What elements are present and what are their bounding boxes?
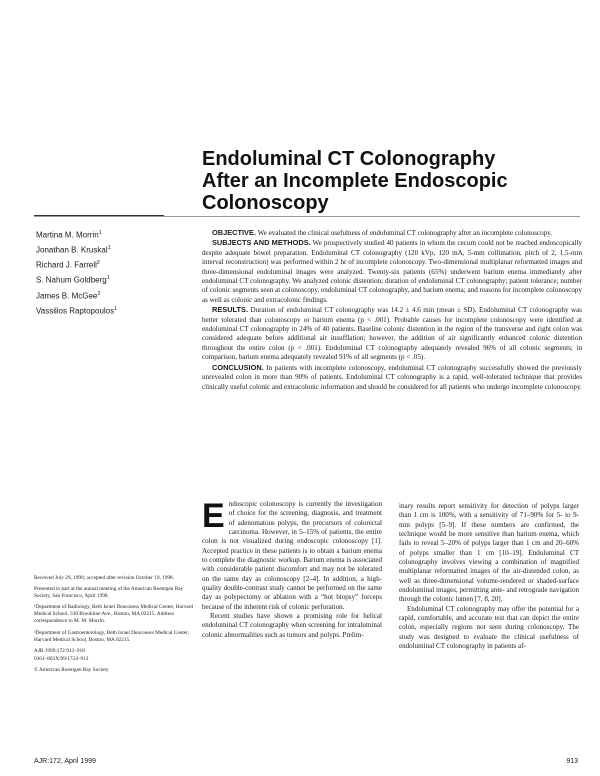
page-number: 913: [566, 758, 578, 765]
affiliation-note: ²Department of Gastroenterology, Beth Israel Deaconess Medical Center, Harvard Medical School, Boston, MA 02215.: [34, 629, 190, 643]
body-paragraph: Endoluminal CT colonography may offer the potential for a rapid, comfortable, and accurate test that can depict the entire colon, especially regions not seen during colonoscopy. The study was designed to evaluate the clinical usefulness of endoluminal CT colonography in patients af-: [399, 604, 579, 651]
issn-note: 0361–803X/99/1724–913: [34, 655, 89, 662]
title-line: Colonoscopy: [202, 192, 329, 214]
affiliation-note: ¹Department of Radiology, Beth Israel Deaconess Medical Center, Harvard Medical School, 330 Brookline Ave., Boston, MA 02215. Address correspondence to M. M. Morrin.: [34, 604, 193, 625]
author: S. Nahum Goldberg$^1$: [36, 275, 110, 286]
author: Jonathan B. Kruskal$^1$: [36, 245, 111, 255]
article-title: [202, 148, 582, 214]
abstract-objective: OBJECTIVE. We evaluated the clinical usefulness of endoluminal CT colonography after an incomplete colonoscopy.: [212, 228, 553, 237]
abstract-methods: SUBJECTS AND METHODS. We prospectively studied 40 patients in whom the cecum could not be reached endoscopically despite adequate bowel preparation. Endoluminal CT colonography (120 kVp, 120 mA, 5-mm collimation, pitch of 2, 1.5-mm interval reconstruction) was performed within 2 hr of incomplete colonoscopy. Two-dimensional multiplanar reformatted images and three-dimensional endoluminal images were analyzed. Twenty-six patients (65%) underwent barium enema immediately after endoluminal CT colonography. We analyzed colonic distention; duration of endoluminal CT colonography; patient tolerance; number of colonic segments seen at colonoscopy, endoluminal CT colonography, and barium enema; and reasons for incomplete colonoscopy as well as colonic and extracolonic findings.: [202, 238, 583, 304]
body-column-2: [399, 502, 579, 652]
article-sidenotes: [34, 575, 194, 678]
author: Richard J. Farrell$^2$: [36, 260, 100, 270]
body-column-1: [202, 497, 382, 640]
title-line: Endoluminal CT Colonography: [202, 148, 496, 170]
copyright-note: © American Roentgen Ray Society: [34, 666, 109, 673]
presented-note: Presented in part at the annual meeting of the American Roentgen Ray Society, San Francisco, April 1998.: [34, 586, 184, 600]
body-paragraph: Endoscopic colonoscopy is currently the investigation of choice for the screening, diagnosis, and treatment of adenomatous polyps, the precursors of colorectal carcinoma. However, in 5–15% of patients, the entire colon is not visualized during endoscopic colonoscopy [1]. Accepted practice in these patients is to obtain a barium enema to complete the diagnostic workup. Barium enema is associated with considerable patient discomfort and may not be tolerated on the same day as colonoscopy [2–4]. In addition, a high-quality double-contrast study cannot be performed on the same day as polypectomy or ablation with a “hot biopsy” forceps because of the inherent risk of colonic perforation.: [202, 497, 382, 611]
citation-note: AJR 1999;172:913–918: [34, 647, 85, 654]
abstract-conclusion: CONCLUSION. In patients with incomplete colonoscopy, endoluminal CT colonography successfully showed the previously unrevealed colon in more than 90% of patients. Endoluminal CT colonography is a rapid, well-tolerated technique that provides clinically useful colonic and extracolonic information and should be considered for all patients who undergo incomplete colonoscopy.: [202, 362, 582, 391]
title-line: After an Incomplete Endoscopic: [202, 170, 508, 192]
author: James B. McGee$^2$: [36, 290, 101, 301]
author-list: [36, 227, 196, 318]
author: Martina M. Morrin$^1$: [36, 230, 102, 240]
body-paragraph: inary results report sensitivity for detection of polyps larger than 1 cm is 100%, with a sensitivity of 71–90% for 5- to 9-mm polyps [5–9]. If these numbers are confirmed, the technique would be more sensitive than barium enema, which fails to reveal 5–20% of polyps larger than 1 cm and 20–60% of polyps smaller than 1 cm [10–19]. Endoluminal CT colonography involves viewing a combination of magnified multiplanar reformatted images of the air-distended colon, as well as three-dimensional volume-rendered or shaded-surface endoluminal images, permitting ante- and retrograde navigation through the colonic lumen [7, 8, 20].: [399, 502, 579, 604]
author: Vassilios Raptopoulos$^1$: [36, 305, 118, 316]
header-rule: [34, 216, 580, 217]
journal-footer: AJR:172, April 1999: [34, 758, 96, 765]
abstract: [202, 228, 582, 392]
received-note: Received July 29, 1998; accepted after revision October 19, 1998.: [34, 575, 175, 581]
abstract-results: RESULTS. Duration of endoluminal CT colonography was 14.2 ± 4.6 min (mean ± SD). Endoluminal CT colonography was better tolerated than colonoscopy or barium enema (p < .001). Probable causes for incomplete colonoscopy were identified at endoluminal CT colonography in 24% of 40 patients. Baseline colonic distention in the region of the transverse and right colon was considered adequate before additional air insufflation; however, the addition of air significantly enhanced colonic distention throughout the entire colon (p < .001). Endoluminal CT colonography adequately revealed 96% of all colonic segments; in comparison, barium enema adequately revealed 91% of all segments (p < .05).: [202, 305, 582, 362]
body-paragraph: Recent studies have shown a promising role for helical endoluminal CT colonography when screening for intraluminal colonic abnormalities such as tumors and polyps. Prelim-: [202, 612, 382, 639]
drop-cap: E: [202, 497, 225, 535]
